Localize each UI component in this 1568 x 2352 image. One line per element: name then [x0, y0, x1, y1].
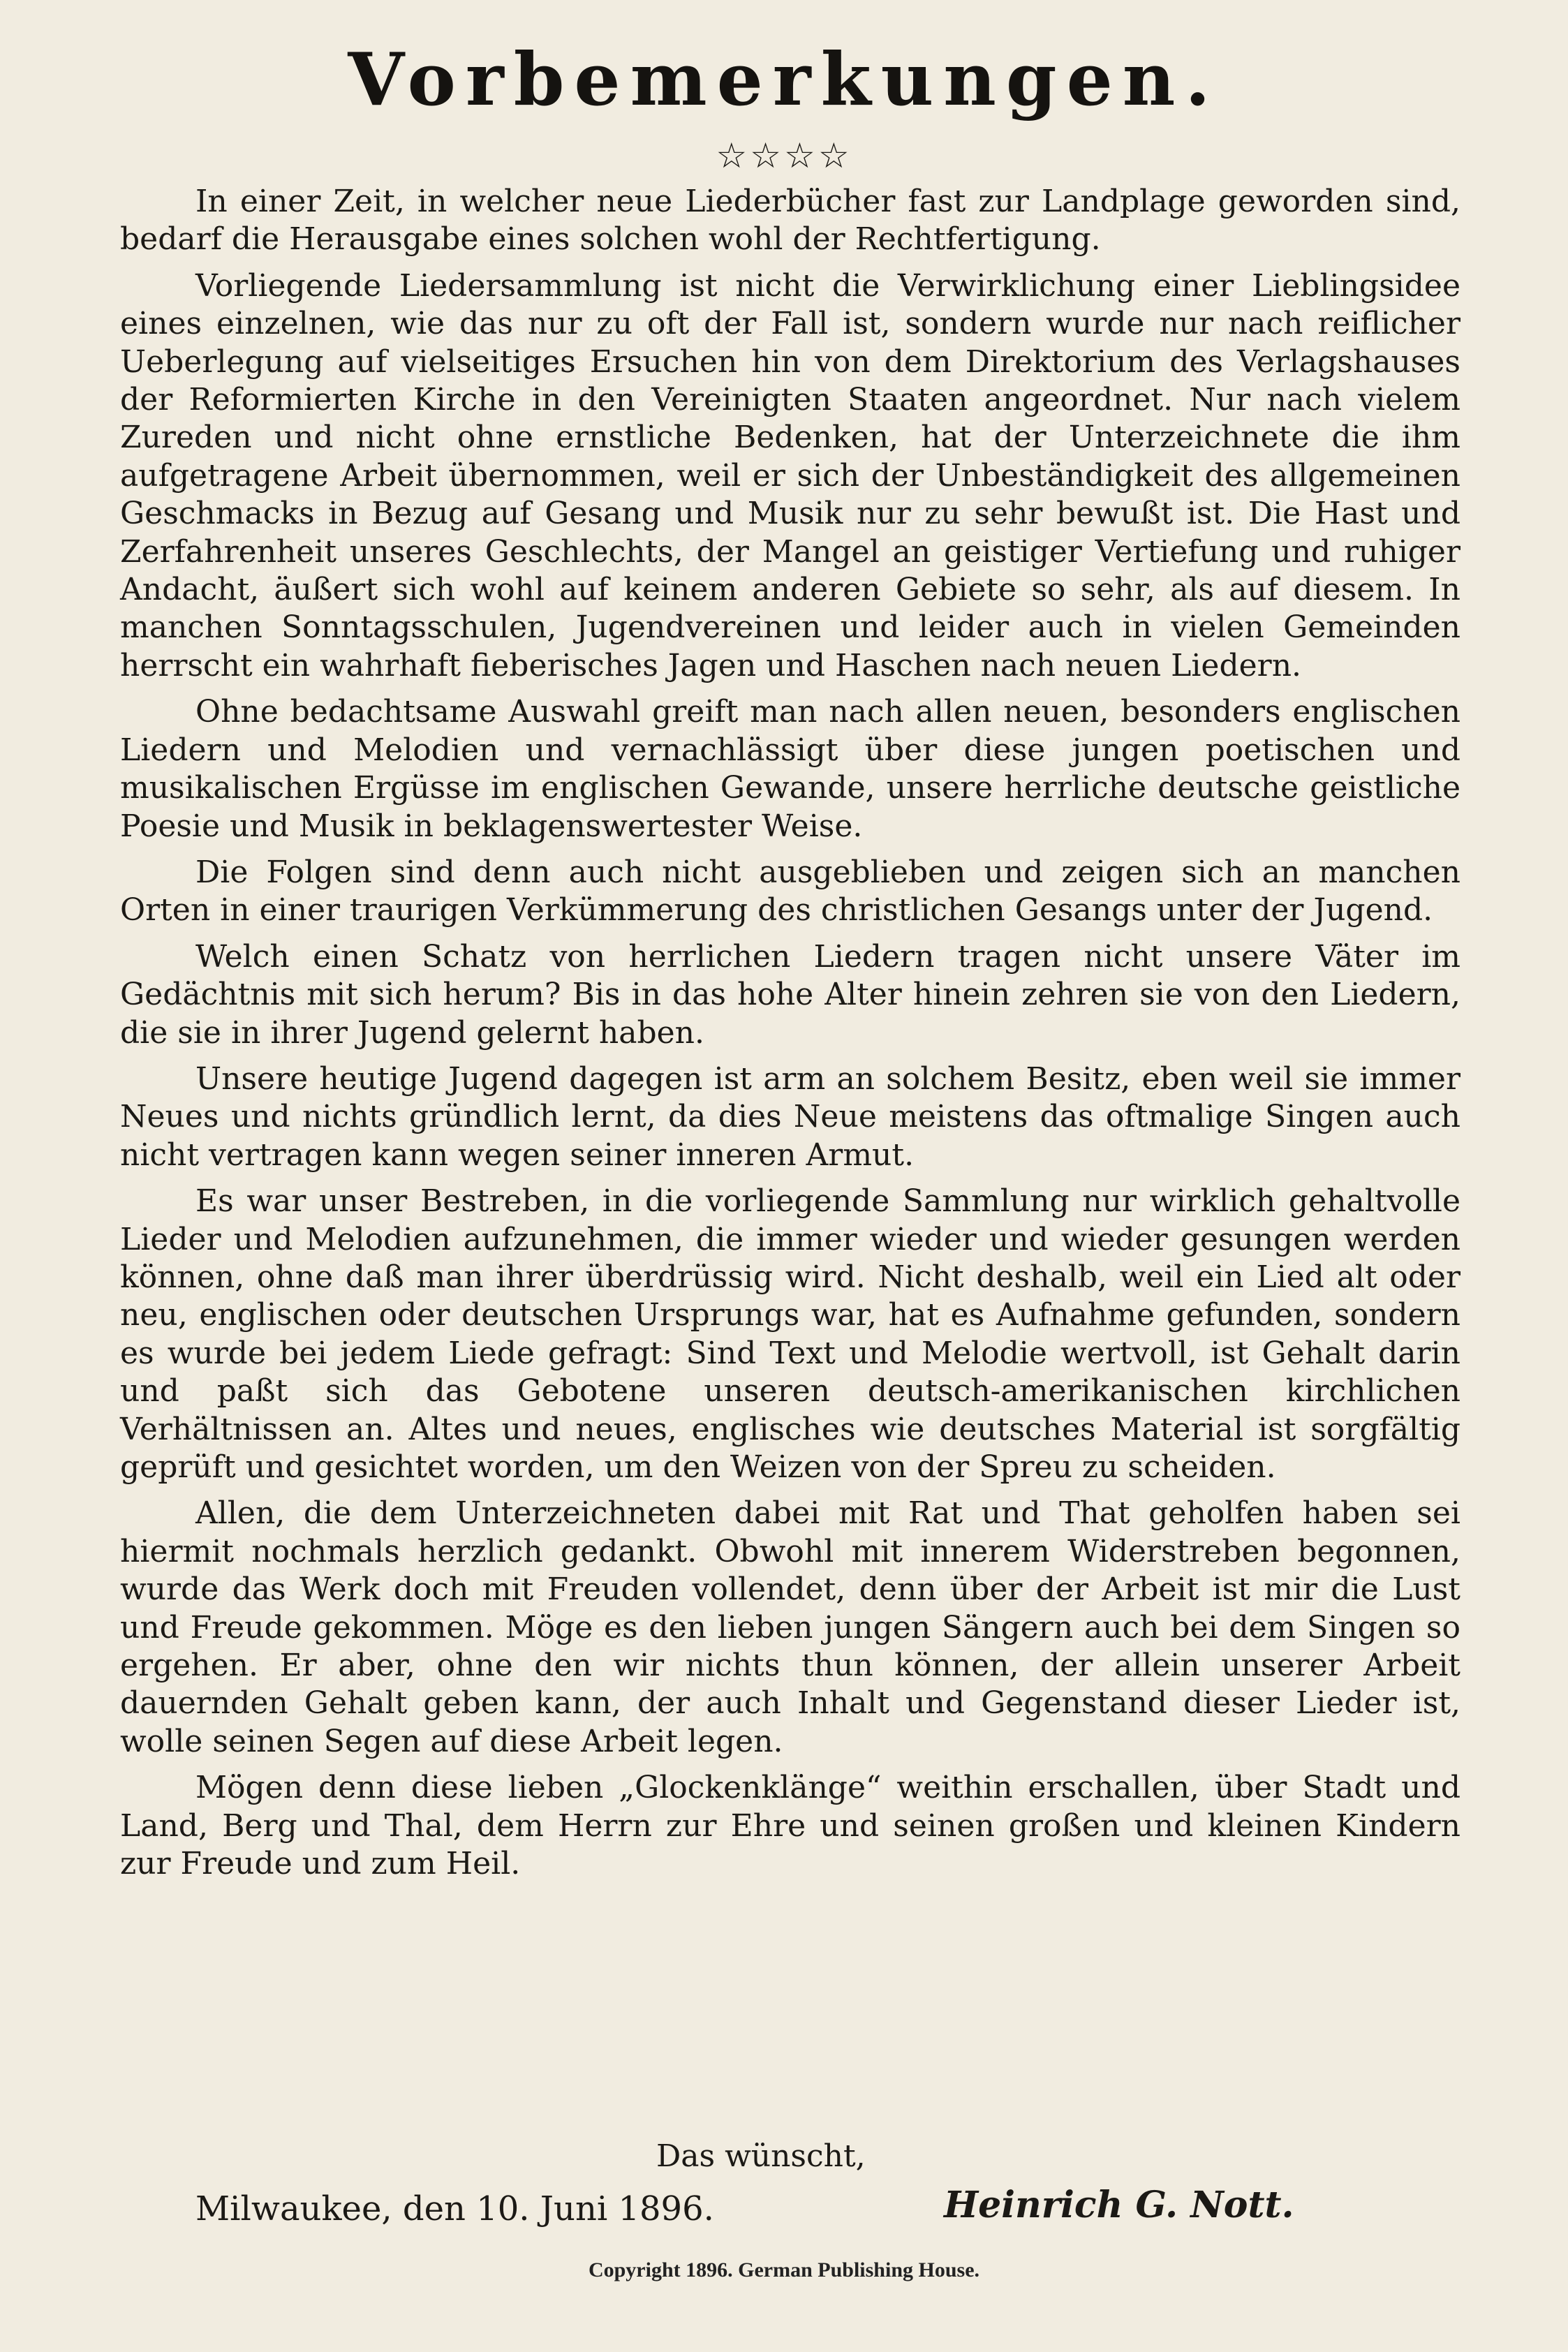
paragraph-2: Vorliegende Liedersammlung ist nicht die Verwirklichung einer Lieblingsidee eines einzelnen, wie das nur zu oft der Fall ist, sondern wurde nur nach reiflicher Ueberlegung auf vielseitiges Ersuchen hin von dem Direktorium des Verlagshauses der Reformierten Kirche in den Vereinigten Staaten angeordnet. Nur nach vielem Zureden und nicht ohne ernstliche Bedenken, hat der Unterzeichnete die ihm aufgetragene Arbeit übernommen, weil er sich der Unbeständigkeit des allgemeinen Geschmacks in Bezug auf Gesang und Musik nur zu sehr bewußt ist. Die Hast und Zerfahrenheit unseres Geschlechts, der Mangel an geistiger Vertiefung und ruhiger Andacht, äußert sich wohl auf keinem anderen Gebiete so sehr, als auf diesem. In manchen Sonntagsschulen, Jugendvereinen und leider auch in vielen Gemeinden herrscht ein wahrhaft fieberisches Jagen und Haschen nach neuen Liedern. — [120, 267, 1460, 683]
author-signature: Heinrich G. Nott. — [944, 2184, 1294, 2226]
preface-body — [120, 183, 1460, 1891]
page-title: Vorbemerkungen. — [348, 36, 1220, 122]
place-date-line: Milwaukee, den 10. Juni 1896. — [195, 2189, 714, 2228]
paragraph-1: In einer Zeit, in welcher neue Liederbücher fast zur Landplage geworden sind, bedarf die Herausgabe eines solchen wohl der Rechtfertigung. — [120, 184, 1460, 258]
star-ornament: ☆☆☆☆ — [716, 135, 852, 176]
paragraph-3: Ohne bedachtsame Auswahl greift man nach allen neuen, besonders englischen Liedern und Melodien und vernachlässigt über diese jungen poetischen und musikalischen Ergüsse im englischen Gewande, unsere herrliche deutsche geistliche Poesie und Musik in beklagenswertester Weise. — [120, 694, 1460, 844]
paragraph-8: Allen, die dem Unterzeichneten dabei mit Rat und That geholfen haben sei hiermit nochmals herzlich gedankt. Obwohl mit innerem Widerstreben begonnen, wurde das Werk doch mit Freuden vollendet, denn über der Arbeit ist mir die Lust und Freude gekommen. Möge es den lieben jungen Sängern auch bei dem Singen so ergehen. Er aber, ohne den wir nichts thun können, der allein unserer Arbeit dauernden Gehalt geben kann, der auch Inhalt und Gegenstand dieser Lieder ist, wolle seinen Segen auf diese Arbeit legen. — [120, 1495, 1460, 1759]
paragraph-9: Mögen denn diese lieben „Glockenklänge“ weithin erschallen, über Stadt und Land, Berg und Thal, dem Herrn zur Ehre und seinen großen und kleinen Kindern zur Freude und zum Heil. — [120, 1770, 1460, 1882]
paragraph-7: Es war unser Bestreben, in die vorliegende Sammlung nur wirklich gehaltvolle Lieder und Melodien aufzunehmen, die immer wieder und wieder gesungen werden können, ohne daß man ihrer überdrüssig wird. Nicht deshalb, weil ein Lied alt oder neu, englischen oder deutschen Ursprungs war, hat es Aufnahme gefunden, sondern es wurde bei jedem Liede gefragt: Sind Text und Melodie wertvoll, ist Gehalt darin und paßt sich das Gebotene unseren deutsch-amerikanischen kirchlichen Verhältnissen an. Altes und neues, englisches wie deutsches Material ist sorgfältig geprüft und gesichtet worden, um den Weizen von der Spreu zu scheiden. — [120, 1183, 1460, 1485]
paragraph-4: Die Folgen sind denn auch nicht ausgeblieben und zeigen sich an manchen Orten in einer traurigen Verkümmerung des christlichen Gesangs unter der Jugend. — [120, 854, 1460, 929]
paragraph-6: Unsere heutige Jugend dagegen ist arm an solchem Besitz, eben weil sie immer Neues und nichts gründlich lernt, da dies Neue meistens das oftmalige Singen auch nicht vertragen kann wegen seiner inneren Armut. — [120, 1060, 1460, 1173]
closing-line: Das wünscht, — [656, 2138, 866, 2174]
copyright-notice: Copyright 1896. German Publishing House. — [588, 2258, 980, 2281]
paragraph-5: Welch einen Schatz von herrlichen Liedern tragen nicht unsere Väter im Gedächtnis mit sich herum? Bis in das hohe Alter hinein zehren sie von den Liedern, die sie in ihrer Jugend gelernt haben. — [120, 938, 1460, 1051]
